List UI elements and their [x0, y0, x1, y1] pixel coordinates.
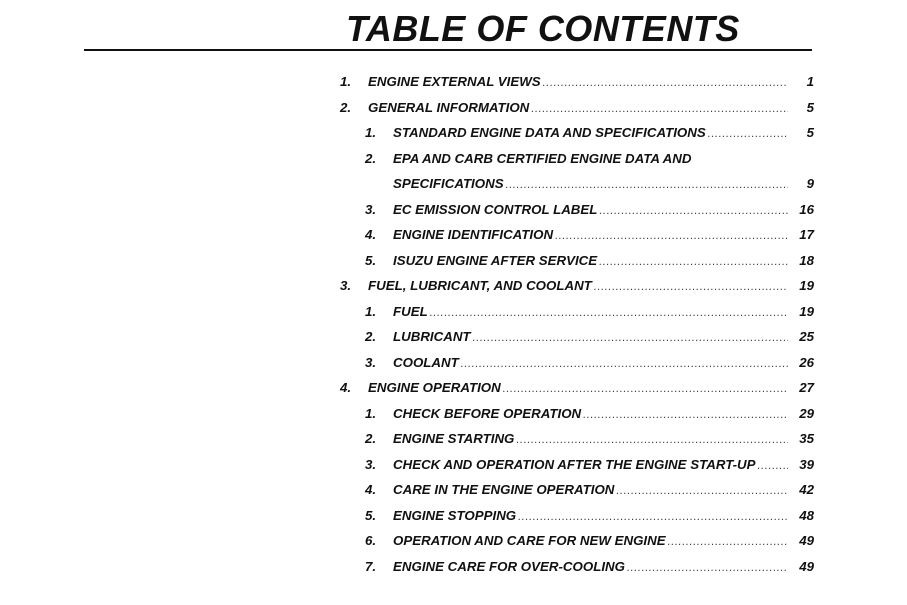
- entry-title: ENGINE IDENTIFICATION: [393, 227, 554, 242]
- entry-title: ENGINE STOPPING: [393, 507, 517, 523]
- entry-number: 2.: [365, 431, 377, 446]
- toc-entry[interactable]: [365, 125, 814, 147]
- entry-number: 4.: [365, 482, 377, 497]
- entry-number: 7.: [365, 558, 377, 574]
- dot-leader: [583, 409, 788, 421]
- entry-page: 26: [799, 354, 814, 370]
- entry-title: SPECIFICATIONS: [393, 176, 504, 191]
- entry-number: 4.: [340, 380, 352, 395]
- entry-number: 6.: [365, 533, 377, 548]
- entry-page: 16: [799, 201, 814, 217]
- toc-entry[interactable]: [365, 431, 814, 453]
- entry-page: 9: [806, 176, 814, 191]
- entry-number: 4.: [365, 227, 377, 242]
- entry-title: LUBRICANT: [393, 329, 471, 344]
- entry-page: 19: [799, 278, 814, 293]
- dot-leader: [594, 281, 788, 293]
- page-title: TABLE OF CONTENTS: [346, 8, 740, 49]
- entry-number: 3.: [365, 456, 377, 472]
- entry-title: GENERAL INFORMATION: [368, 99, 530, 115]
- toc-entry[interactable]: [340, 74, 814, 96]
- entry-page: 19: [799, 303, 814, 319]
- entry-number: 3.: [365, 201, 377, 217]
- toc-entry[interactable]: [365, 202, 814, 224]
- entry-title: ENGINE EXTERNAL VIEWS: [368, 74, 541, 89]
- entry-page: 48: [799, 507, 814, 523]
- entry-number: 1.: [365, 303, 377, 319]
- entry-number: 2.: [365, 329, 377, 344]
- toc-entry[interactable]: [340, 100, 814, 122]
- dot-leader: [599, 205, 788, 217]
- dot-leader: [555, 230, 788, 242]
- entry-number: 5.: [365, 507, 377, 523]
- entry-number: 1.: [365, 125, 377, 140]
- dot-leader: [473, 332, 788, 344]
- toc-entry[interactable]: [365, 227, 814, 249]
- dot-leader: [543, 77, 788, 89]
- toc-entry[interactable]: [365, 304, 814, 326]
- entry-title: ISUZU ENGINE AFTER SERVICE: [393, 252, 598, 268]
- entry-number: 1.: [340, 74, 352, 89]
- entry-number: 1.: [365, 405, 377, 421]
- dot-leader: [516, 434, 788, 446]
- toc-entry[interactable]: [365, 151, 814, 173]
- entry-title: COOLANT: [393, 354, 459, 370]
- toc-entry[interactable]: [365, 457, 814, 479]
- entry-title: CHECK AND OPERATION AFTER THE ENGINE START-UP: [393, 456, 756, 472]
- toc-entry[interactable]: [365, 482, 814, 504]
- dot-leader: [627, 562, 788, 574]
- dot-leader: [599, 256, 788, 268]
- entry-title: OPERATION AND CARE FOR NEW ENGINE: [393, 533, 666, 548]
- toc-entry[interactable]: [340, 278, 814, 300]
- entry-title: EC EMISSION CONTROL LABEL: [393, 201, 598, 217]
- toc-entry[interactable]: [365, 176, 814, 198]
- entry-page: 29: [799, 405, 814, 421]
- entry-page: 39: [799, 456, 814, 472]
- toc-entry[interactable]: [365, 559, 814, 581]
- entry-page: 27: [799, 380, 814, 395]
- entry-number: 5.: [365, 252, 377, 268]
- dot-leader: [708, 128, 788, 140]
- entry-number: 2.: [365, 150, 377, 166]
- entry-number: 3.: [340, 278, 352, 293]
- entry-page: 42: [799, 482, 814, 497]
- entry-title: ENGINE CARE FOR OVER-COOLING: [393, 558, 625, 574]
- toc-entry[interactable]: [365, 406, 814, 428]
- toc-entry[interactable]: [365, 329, 814, 351]
- entry-page: 18: [799, 252, 814, 268]
- entry-title: FUEL, LUBRICANT, AND COOLANT: [368, 278, 592, 293]
- entry-page: 17: [799, 227, 814, 242]
- dot-leader: [518, 511, 788, 523]
- entry-page: 1: [806, 74, 814, 89]
- dot-leader: [461, 358, 788, 370]
- entry-page: 35: [799, 431, 814, 446]
- toc-entry[interactable]: [365, 533, 814, 555]
- dot-leader: [531, 103, 788, 115]
- entry-page: 25: [799, 329, 814, 344]
- entry-title: FUEL: [393, 303, 428, 319]
- entry-number: 2.: [340, 99, 352, 115]
- entry-page: 49: [799, 533, 814, 548]
- toc-entry[interactable]: [340, 380, 814, 402]
- toc-entry[interactable]: [365, 508, 814, 530]
- entry-page: 5: [806, 99, 814, 115]
- entry-number: 3.: [365, 354, 377, 370]
- dot-leader: [506, 179, 788, 191]
- entry-title: ENGINE OPERATION: [368, 380, 501, 395]
- toc-entry[interactable]: [365, 253, 814, 275]
- dot-leader: [503, 383, 788, 395]
- entry-title: ENGINE STARTING: [393, 431, 515, 446]
- entry-title: EPA AND CARB CERTIFIED ENGINE DATA AND: [393, 150, 692, 166]
- entry-title: CARE IN THE ENGINE OPERATION: [393, 482, 615, 497]
- dot-leader: [430, 307, 788, 319]
- toc-entry[interactable]: [365, 355, 814, 377]
- title-underline: [84, 49, 812, 51]
- dot-leader: [616, 485, 788, 497]
- dot-leader: [668, 536, 788, 548]
- dot-leader: [757, 460, 788, 472]
- entry-title: STANDARD ENGINE DATA AND SPECIFICATIONS: [393, 125, 706, 140]
- entry-title: CHECK BEFORE OPERATION: [393, 405, 582, 421]
- entry-page: 5: [806, 125, 814, 140]
- entry-page: 49: [799, 558, 814, 574]
